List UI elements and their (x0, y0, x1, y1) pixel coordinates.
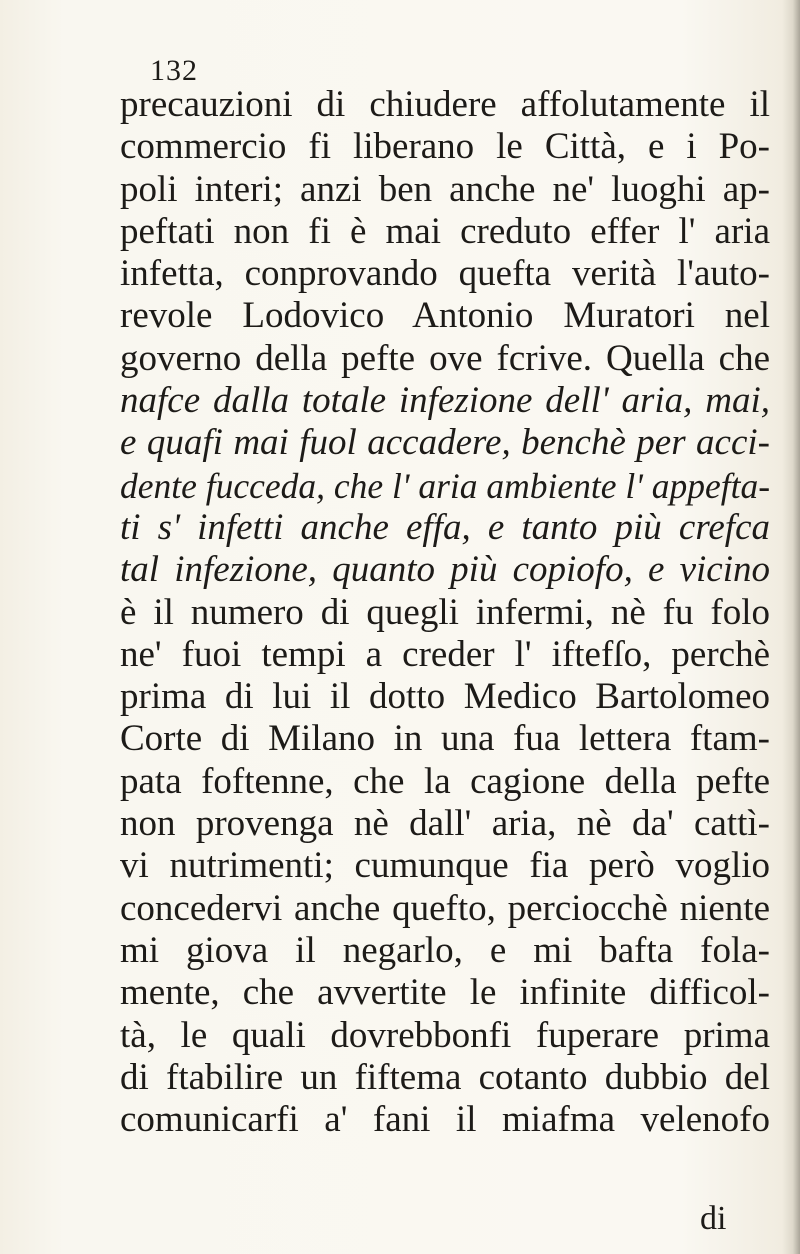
text-line: non provenga nè dall' aria, nè da' cattì- (120, 803, 770, 845)
text-line: commercio fi liberano le Città, e i Po- (120, 126, 770, 168)
text-line: dente fucceda, che l' aria ambiente l' appefta- (120, 465, 771, 506)
text-line: prima di lui il dotto Medico Bartolomeo (120, 676, 770, 718)
text-line: mi giova il negarlo, e mi bafta fola- (120, 929, 770, 971)
text-line: nafce dalla totale infezione dell' aria, mai, (120, 380, 770, 422)
page-number: 132 (150, 54, 198, 87)
page-edge-shadow (782, 0, 800, 1254)
text-line: mente, che avvertite le infinite difficol- (120, 972, 770, 1014)
text-line: tà, le quali dovrebbonfi fuperare prima (120, 1014, 770, 1056)
catchword: di (700, 1200, 727, 1237)
text-line: concedervi anche quefto, perciocchè niente (120, 887, 770, 929)
text-line: precauzioni di chiudere affolutamente il (120, 84, 770, 125)
text-line: poli interi; anzi ben anche ne' luoghi ap- (120, 168, 770, 210)
text-line: e quafi mai fuol accadere, benchè per acci- (120, 422, 770, 464)
text-line: Corte di Milano in una fua lettera ftam- (120, 718, 770, 760)
text-line: infetta, conprovando quefta verità l'auto- (120, 253, 770, 295)
text-line: è il numero di quegli infermi, nè fu folo (120, 591, 770, 633)
text-line: peftati non fi è mai creduto effer l' aria (120, 210, 770, 252)
text-line: pata foftenne, che la cagione della pefte (120, 760, 770, 802)
body-text (120, 84, 770, 1141)
text-line: ne' fuoi tempi a creder l' iftefſo, perchè (120, 633, 770, 675)
text-line: comunicarfi a' fani il miafma velenofo (120, 1099, 770, 1141)
text-line: vi nutrimenti; cumunque fia però voglio (120, 845, 770, 887)
text-line: revole Lodovico Antonio Muratori nel (120, 295, 770, 337)
text-line: di ftabilire un fiftema cotanto dubbio del (120, 1056, 770, 1098)
text-line: tal infezione, quanto più copiofo, e vicino (120, 549, 770, 591)
text-line: governo della pefte ove fcrive. Quella che (120, 337, 770, 379)
text-line: ti s' infetti anche effa, e tanto più crefca (120, 506, 770, 548)
